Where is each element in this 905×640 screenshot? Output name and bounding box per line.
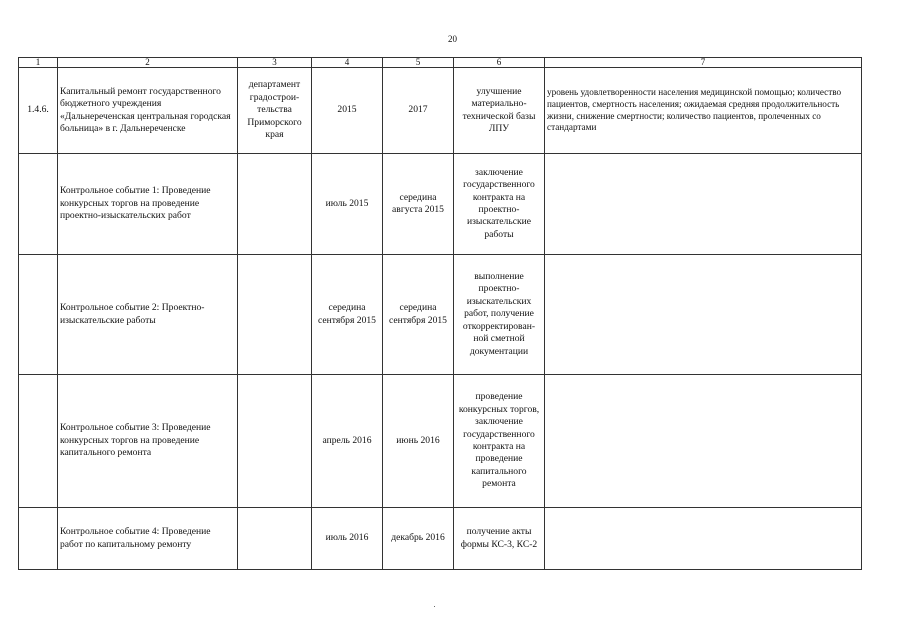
row-number xyxy=(19,508,58,570)
table-row xyxy=(19,68,862,154)
responsible-executor xyxy=(238,255,312,375)
responsible-executor xyxy=(238,375,312,508)
expected-result: заключение государственного контракта на проектно-изыскательские работы xyxy=(454,154,545,255)
row-number xyxy=(19,375,58,508)
column-number-row xyxy=(19,58,862,68)
target-indicators xyxy=(545,255,862,375)
end-date: середина сентября 2015 xyxy=(383,255,454,375)
column-number: 7 xyxy=(545,58,862,68)
row-number: 1.4.6. xyxy=(19,68,58,154)
table-row xyxy=(19,508,862,570)
activity-name: Капитальный ремонт государственного бюджетного учреждения «Дальнереченская центральная городская больница» в г. Дальнереченске xyxy=(58,68,238,154)
events-table xyxy=(18,57,862,570)
target-indicators: уровень удовлетворенности населения медицинской помощью; количество пациентов, смертность населения; ожидаемая средняя продолжительность жизни, снижение смертности; количество пациентов, пролеченных со стандартами xyxy=(545,68,862,154)
start-date: апрель 2016 xyxy=(312,375,383,508)
column-number: 3 xyxy=(238,58,312,68)
activity-name: Контрольное событие 2: Проектно-изыскательские работы xyxy=(58,255,238,375)
target-indicators xyxy=(545,508,862,570)
table-row xyxy=(19,375,862,508)
expected-result: получение акты формы КС-3, КС-2 xyxy=(454,508,545,570)
page-number: 20 xyxy=(448,34,457,44)
expected-result: выполнение проектно-изыскательских работ, получение откорректирован-ной сметной документации xyxy=(454,255,545,375)
end-date: декабрь 2016 xyxy=(383,508,454,570)
column-number: 1 xyxy=(19,58,58,68)
activity-name: Контрольное событие 4: Проведение работ по капитальному ремонту xyxy=(58,508,238,570)
responsible-executor xyxy=(238,508,312,570)
start-date: июль 2015 xyxy=(312,154,383,255)
column-number: 2 xyxy=(58,58,238,68)
end-date: середина августа 2015 xyxy=(383,154,454,255)
end-date: 2017 xyxy=(383,68,454,154)
column-number: 5 xyxy=(383,58,454,68)
start-date: июль 2016 xyxy=(312,508,383,570)
activity-name: Контрольное событие 3: Проведение конкурсных торгов на проведение капитального ремонта xyxy=(58,375,238,508)
row-number xyxy=(19,255,58,375)
target-indicators xyxy=(545,154,862,255)
activity-name: Контрольное событие 1: Проведение конкурсных торгов на проведение проектно-изыскательских работ xyxy=(58,154,238,255)
responsible-executor: департамент градострои-тельства Приморского края xyxy=(238,68,312,154)
column-number: 4 xyxy=(312,58,383,68)
responsible-executor xyxy=(238,154,312,255)
column-number: 6 xyxy=(454,58,545,68)
start-date: середина сентября 2015 xyxy=(312,255,383,375)
row-number xyxy=(19,154,58,255)
end-date: июнь 2016 xyxy=(383,375,454,508)
expected-result: улучшение материально-технической базы ЛПУ xyxy=(454,68,545,154)
target-indicators xyxy=(545,375,862,508)
expected-result: проведение конкурсных торгов, заключение государственного контракта на проведение капитального ремонта xyxy=(454,375,545,508)
start-date: 2015 xyxy=(312,68,383,154)
table-row xyxy=(19,154,862,255)
table-row xyxy=(19,255,862,375)
scan-speck xyxy=(434,606,435,607)
